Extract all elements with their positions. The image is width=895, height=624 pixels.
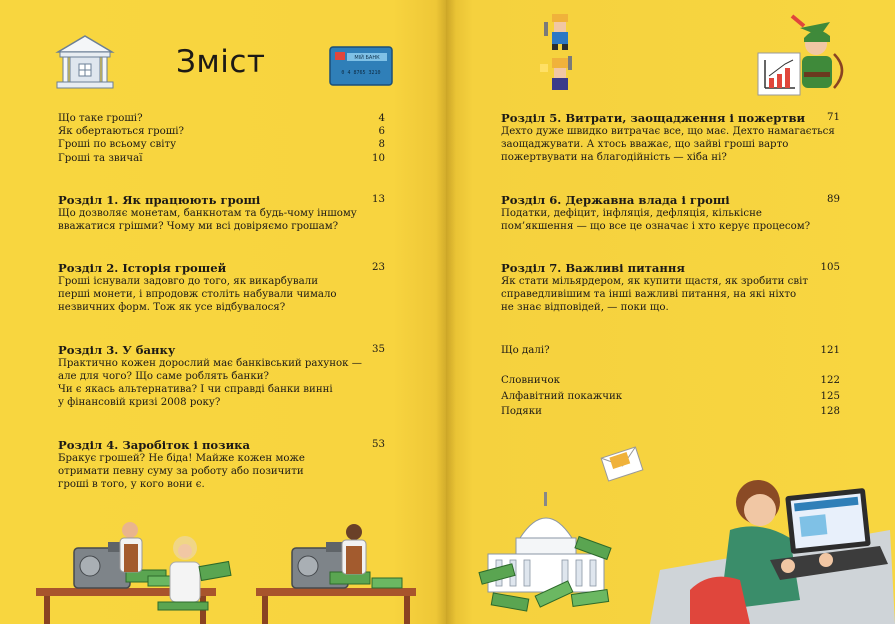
toc-entry[interactable] bbox=[58, 152, 385, 165]
chapter-title: Розділ 3. У банку bbox=[58, 343, 176, 357]
bank-building-icon bbox=[54, 34, 116, 92]
toc-chapter-5[interactable] bbox=[501, 111, 840, 164]
chapter-description: Як стати мільярдером, як купити щастя, як зробити світ справедливішим та інші важливі питання, на які ніхто не знає відповідей, — поки що. bbox=[501, 276, 809, 314]
toc-page-number: 89 bbox=[827, 194, 840, 205]
toc-chapter-1[interactable] bbox=[58, 193, 385, 233]
chapter-description: Податки, дефіцит, інфляція, дефляція, кількісне пом’якшення — що все це означає і хто керує процесом? bbox=[501, 208, 811, 233]
toc-entry[interactable] bbox=[58, 138, 385, 151]
toc-page-number: 125 bbox=[820, 390, 840, 402]
chapter-description: Бракує грошей? Не біда! Майже кожен може отримати певну суму за роботу або позичити гроші в того, у кого вони є. bbox=[58, 453, 305, 491]
appendix-list bbox=[501, 373, 840, 420]
toc-page-number: 35 bbox=[372, 344, 385, 355]
toc-entry[interactable] bbox=[58, 112, 385, 125]
chapter-title: Розділ 5. Витрати, заощадження і пожертви bbox=[501, 111, 806, 125]
toc-page-number: 105 bbox=[820, 262, 840, 273]
toc-entry-label: Подяки bbox=[501, 406, 542, 417]
toc-chapter-7[interactable] bbox=[501, 261, 840, 314]
chapter-title: Розділ 1. Як працюють гроші bbox=[58, 193, 261, 207]
card-bank-name: МІЙ БАНК bbox=[354, 55, 380, 61]
toc-page-number: 13 bbox=[372, 194, 385, 205]
money-printing-illustration bbox=[30, 518, 430, 624]
toc-entry-next[interactable] bbox=[501, 344, 840, 357]
toc-entry-label: Словничок bbox=[501, 375, 560, 386]
bank-card-icon bbox=[329, 46, 393, 86]
man-at-laptop-illustration bbox=[650, 460, 895, 624]
envelope-icon bbox=[600, 444, 644, 484]
toc-entry[interactable] bbox=[501, 373, 840, 389]
toc-page-number: 122 bbox=[820, 375, 840, 386]
chapter-description: Практично кожен дорослий має банківський рахунок — але для чого? Що саме роблять банки? Чи є якась альтернатива? І чи справді банки винні у фінансовій кризі 2008 року? bbox=[58, 358, 362, 409]
toc-chapter-4[interactable] bbox=[58, 438, 385, 491]
chapter-title: Розділ 7. Важливі питання bbox=[501, 261, 685, 275]
toc-page-number: 10 bbox=[372, 152, 385, 164]
toc-entry-label: Гроші по всьому світу bbox=[58, 139, 177, 151]
toc-page-number: 53 bbox=[372, 439, 385, 450]
toc-entry-label: Гроші та звичаї bbox=[58, 152, 143, 164]
toc-entry[interactable] bbox=[501, 404, 840, 420]
book-gutter bbox=[436, 0, 456, 624]
chapter-description: Гроші існували задовго до того, як викарбували перші монети, і впродовж століть набували чимало незвичних форм. Тож як усе відбувалося? bbox=[58, 276, 337, 314]
toc-page-number: 128 bbox=[820, 406, 840, 417]
pixel-worker-icon bbox=[540, 14, 582, 96]
toc-entry[interactable] bbox=[501, 389, 840, 405]
chapter-title: Розділ 2. Історія грошей bbox=[58, 261, 227, 275]
toc-page-number: 4 bbox=[378, 113, 385, 124]
toc-entry-label: Що далі? bbox=[501, 345, 550, 356]
chapter-title: Розділ 4. Заробіток і позика bbox=[58, 438, 251, 452]
toc-chapter-6[interactable] bbox=[501, 193, 840, 233]
toc-page-number: 8 bbox=[378, 139, 385, 151]
toc-entry-label: Як обертаються гроші? bbox=[58, 126, 184, 138]
chapter-description: Дехто дуже швидко витрачає все, що має. Дехто намагається заощаджувати. А хтось вважає, що зайві гроші варто пожертвувати на благодійність — хіба ні? bbox=[501, 126, 835, 164]
chapter-title: Розділ 6. Державна влада і гроші bbox=[501, 193, 730, 207]
page-title: Зміст bbox=[176, 44, 266, 80]
intro-list bbox=[58, 112, 385, 165]
card-number: 0 4 8765 3210 bbox=[341, 70, 381, 76]
robin-hood-icon bbox=[790, 14, 852, 98]
capitol-icon bbox=[476, 492, 616, 624]
toc-chapter-3[interactable] bbox=[58, 343, 385, 409]
toc-chapter-2[interactable] bbox=[58, 261, 385, 314]
toc-entry-label: Що таке гроші? bbox=[58, 113, 143, 124]
toc-entry-label: Алфавітний покажчик bbox=[501, 390, 623, 402]
toc-page-number: 121 bbox=[820, 345, 840, 356]
toc-page-number: 23 bbox=[372, 262, 385, 273]
toc-entry[interactable] bbox=[58, 125, 385, 138]
chapter-description: Що дозволяє монетам, банкнотам та будь-чому іншому вважатися грішми? Чому ми всі довіряємо грошам? bbox=[58, 208, 357, 233]
toc-page-number: 6 bbox=[378, 126, 385, 138]
toc-page-number: 71 bbox=[827, 112, 840, 123]
